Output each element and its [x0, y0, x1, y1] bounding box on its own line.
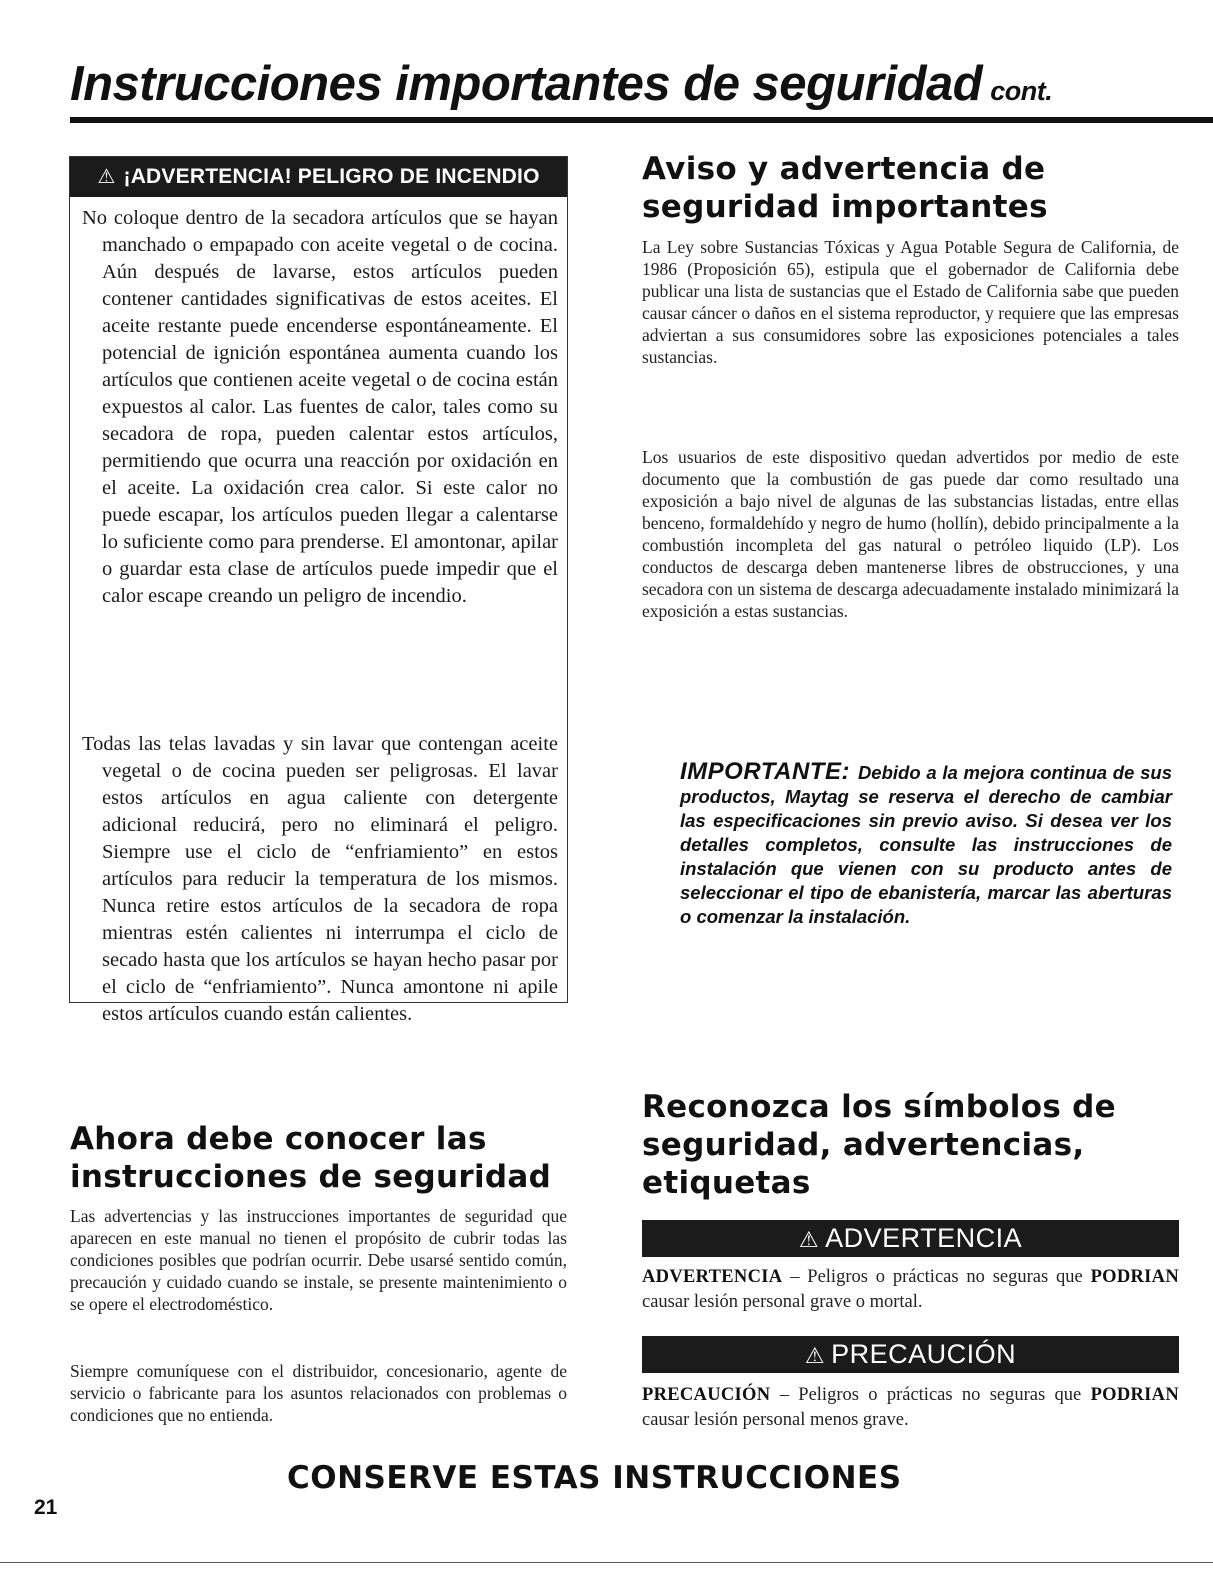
- warning-signal-bar: [642, 1220, 1179, 1257]
- caution-text-1: – Peligros o prácticas no seguras que: [770, 1385, 1091, 1405]
- caution-bar-label: PRECAUCIÓN: [831, 1339, 1017, 1369]
- bottom-rule: [0, 1562, 1213, 1563]
- safety-instructions-paragraph-2: Siempre comuníquese con el distribuidor, concesionario, agente de servicio o fabricante para los asuntos relacionados con problemas o condiciones que no entienda.: [70, 1361, 567, 1425]
- fire-warning-heading-text: ¡ADVERTENCIA! PELIGRO DE INCENDIO: [123, 165, 540, 188]
- caution-signal-bar: [642, 1336, 1179, 1373]
- caution-text-2: causar lesión personal menos grave.: [642, 1410, 909, 1430]
- page-number: 21: [34, 1496, 58, 1519]
- title-rule-extension: [1130, 117, 1213, 119]
- caution-definition: [642, 1383, 1179, 1433]
- important-label: IMPORTANTE:: [680, 758, 850, 785]
- important-text: Debido a la mejora continua de sus productos, Maytag se reserva el derecho de cambiar las especificaciones sin previo aviso. Si desea ver los detalles completos, consulte las instrucciones de instalación que vienen con su producto antes de seleccionar el tipo de ebanistería, marcar las aberturas o comenzar la instalación.: [680, 762, 1172, 927]
- warning-bar-label: ADVERTENCIA: [825, 1223, 1023, 1253]
- fire-warning-paragraph-1: No coloque dentro de la secadora artículos que se hayan manchado o empapado con aceite vegetal o de cocina. Aún después de lavarse, estos artículos pueden contener cantidades significativas de estos aceites. El aceite restante puede encenderse espontáneamente. El potencial de ignición espontánea aumenta cuando los artículos que contienen aceite vegetal o de cocina están expuestos al calor. Las fuentes de calor, tales como su secadora de ropa, pueden calentar estos artículos, permitiendo que ocurra una reacción por oxidación en el aceite. La oxidación crea calor. Si este calor no puede escapar, los artículos pueden llegar a calentarse lo suficiente como para prenderse. El amontonar, apilar o guardar esta clase de artículos puede impedir que el calor escape creando un peligro de incendio.: [82, 207, 558, 607]
- important-note: [680, 760, 1172, 929]
- prop65-paragraph-1: La Ley sobre Sustancias Tóxicas y Agua Potable Segura de California, de 1986 (Proposición 65), estipula que el gobernador de California debe publicar una lista de sustancias que el Estado de California sabe que pueden causar cáncer o daños en el sistema reproductor, y requiere que las empresas adviertan a sus consumidores sobre las exposiciones potenciales a tales sustancias.: [642, 237, 1179, 367]
- warning-term-podrian: PODRIAN: [1090, 1267, 1179, 1287]
- warning-triangle-icon: ⚠: [804, 1343, 826, 1368]
- symbols-heading: Reconozca los símbolos de seguridad, advertencias, etiquetas: [642, 1089, 1116, 1201]
- fire-warning-paragraph-2: Todas las telas lavadas y sin lavar que contengan aceite vegetal o de cocina pueden ser peligrosas. El lavar estos artículos en agua caliente con detergente adicional reducirá, pero no eliminará el peligro. Siempre use el ciclo de “enfriamiento” en estos artículos para reducir la temperatura de los mismos. Nunca retire estos artículos de la secadora de ropa mientras estén calientes ni interrumpa el ciclo de secado hasta que los artículos se hayan hecho pasar por el ciclo de “enfriamiento”. Nunca amontone ni apile estos artículos cuando están calientes.: [82, 733, 558, 1025]
- caution-term: PRECAUCIÓN: [642, 1385, 771, 1405]
- warning-definition: [642, 1265, 1179, 1315]
- caution-term-podrian: PODRIAN: [1090, 1385, 1179, 1405]
- warning-term: ADVERTENCIA: [642, 1267, 783, 1287]
- warning-text-2: causar lesión personal grave o mortal.: [642, 1292, 923, 1312]
- safety-instructions-heading: Ahora debe conocer las instrucciones de seguridad: [70, 1121, 552, 1195]
- warning-text-1: – Peligros o prácticas no seguras que: [782, 1267, 1091, 1287]
- safety-instructions-paragraph-1: Las advertencias y las instrucciones importantes de seguridad que aparecen en este manual no tienen el propósito de cubrir todas las condiciones posibles que podrían ocurrir. Debe usarsé sentido común, precaución y cuidado cuando se instale, se presente maintenimiento o se opere el electrodoméstico.: [70, 1206, 567, 1314]
- page-title: [70, 56, 1052, 112]
- warning-triangle-icon: ⚠: [97, 166, 116, 188]
- page-title-suffix: cont.: [990, 76, 1053, 106]
- warning-triangle-icon: ⚠: [798, 1227, 820, 1252]
- fire-warning-box: [69, 156, 568, 1025]
- page-title-text: Instrucciones importantes de seguridad: [70, 57, 983, 111]
- fire-warning-heading: [70, 157, 567, 197]
- title-rule: [70, 117, 1213, 123]
- prop65-paragraph-2: Los usuarios de este dispositivo quedan advertidos por medio de este documento que la combustión de gas puede dar como resultado una exposición a bajo nivel de algunas de las substancias listadas, entre ellas benceno, formaldehído y negro de humo (hollín), debido principalmente a la combustión incompleta del gas natural o petróleo liquido (LP). Los conductos de descarga deben mantenerse libres de obstrucciones, y una secadora con un sistema de descarga adecuadamente instalado minimizará la exposición a estas sustancias.: [642, 447, 1179, 621]
- conserve-instructions-footer: CONSERVE ESTAS INSTRUCCIONES: [287, 1460, 902, 1496]
- prop65-heading: Aviso y advertencia de seguridad importantes: [642, 151, 1048, 225]
